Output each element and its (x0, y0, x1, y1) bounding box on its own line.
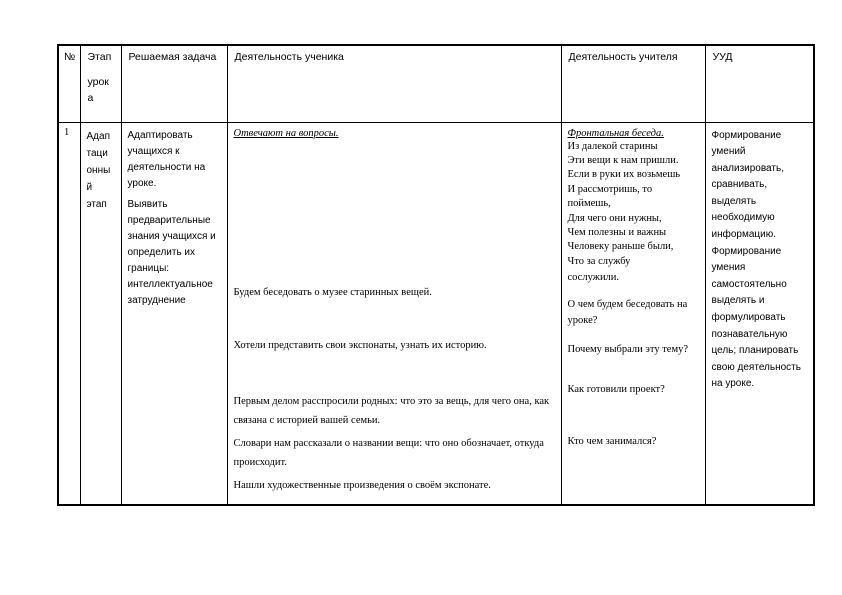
stage-line: Адап (86, 130, 110, 142)
poem-line: Эти вещи к нам пришли. (567, 154, 679, 166)
poem-line: поймешь, (567, 198, 611, 210)
row-task (121, 122, 227, 505)
stage-line: й (86, 181, 93, 193)
header-stage: Этап урок а (80, 45, 121, 122)
poem-line: Человеку раньше были, (567, 241, 674, 253)
table-row (58, 122, 814, 505)
lesson-plan-table (57, 44, 815, 506)
student-line: Хотели представить свои экспонаты, узнать их историю. (233, 339, 487, 351)
poem-line: И рассмотришь, то (567, 183, 653, 195)
header-task: Решаемая задача (121, 45, 227, 122)
stage-line: этап (86, 198, 107, 210)
task-paragraph: Выявить предварительные знания учащихся и определить их границы: интеллектуальное затруднение (127, 198, 216, 306)
poem-line: Если в руки их возьмешь (567, 169, 681, 181)
row-student-activity (227, 122, 561, 505)
table-header-row (58, 45, 814, 122)
poem-line: Чем полезны и важны (567, 226, 667, 238)
teacher-question: О чем будем беседовать на уроке? (567, 298, 688, 326)
student-line: Первым делом расспросили родных: что это за вещь, для чего она, как связана с историей вашей семьи. (233, 395, 550, 426)
stage-line: таци (86, 147, 108, 159)
header-teacher-activity: Деятельность учителя (561, 45, 705, 122)
task-paragraph: Адаптировать учащихся к деятельности на уроке. (127, 129, 206, 189)
poem-line: Что за службу (567, 255, 631, 267)
student-line: Нашли художественные произведения о своём экспонате. (233, 479, 491, 491)
student-heading: Отвечают на вопросы. (233, 127, 339, 139)
teacher-question: Почему выбрали эту тему? (567, 343, 688, 355)
poem-line: Из далекой старины (567, 140, 658, 152)
uud-text: Формирование умений анализировать, сравнивать, выделять необходимую информацию. Формирование умения самостоятельно выделять и формулировать познавательную цель; планировать свою деятельность на уроке. (711, 129, 801, 390)
teacher-question: Кто чем занимался? (567, 435, 657, 447)
row-stage (80, 122, 121, 505)
poem-line: Для чего они нужны, (567, 212, 662, 224)
student-line: Будем беседовать о музее старинных вещей. (233, 286, 432, 298)
row-teacher-activity (561, 122, 705, 505)
teacher-question: Как готовили проект? (567, 383, 665, 395)
teacher-poem (568, 140, 699, 286)
header-number: № (58, 45, 80, 122)
teacher-heading: Фронтальная беседа. (567, 127, 664, 139)
poem-line: сослужили. (567, 272, 620, 284)
row-number: 1 (58, 122, 80, 505)
header-student-activity: Деятельность ученика (227, 45, 561, 122)
row-uud (705, 122, 814, 505)
student-line: Словари нам рассказали о названии вещи: что оно обозначает, откуда происходит. (233, 437, 544, 468)
header-uud: УУД (705, 45, 814, 122)
stage-line: онны (86, 164, 111, 176)
